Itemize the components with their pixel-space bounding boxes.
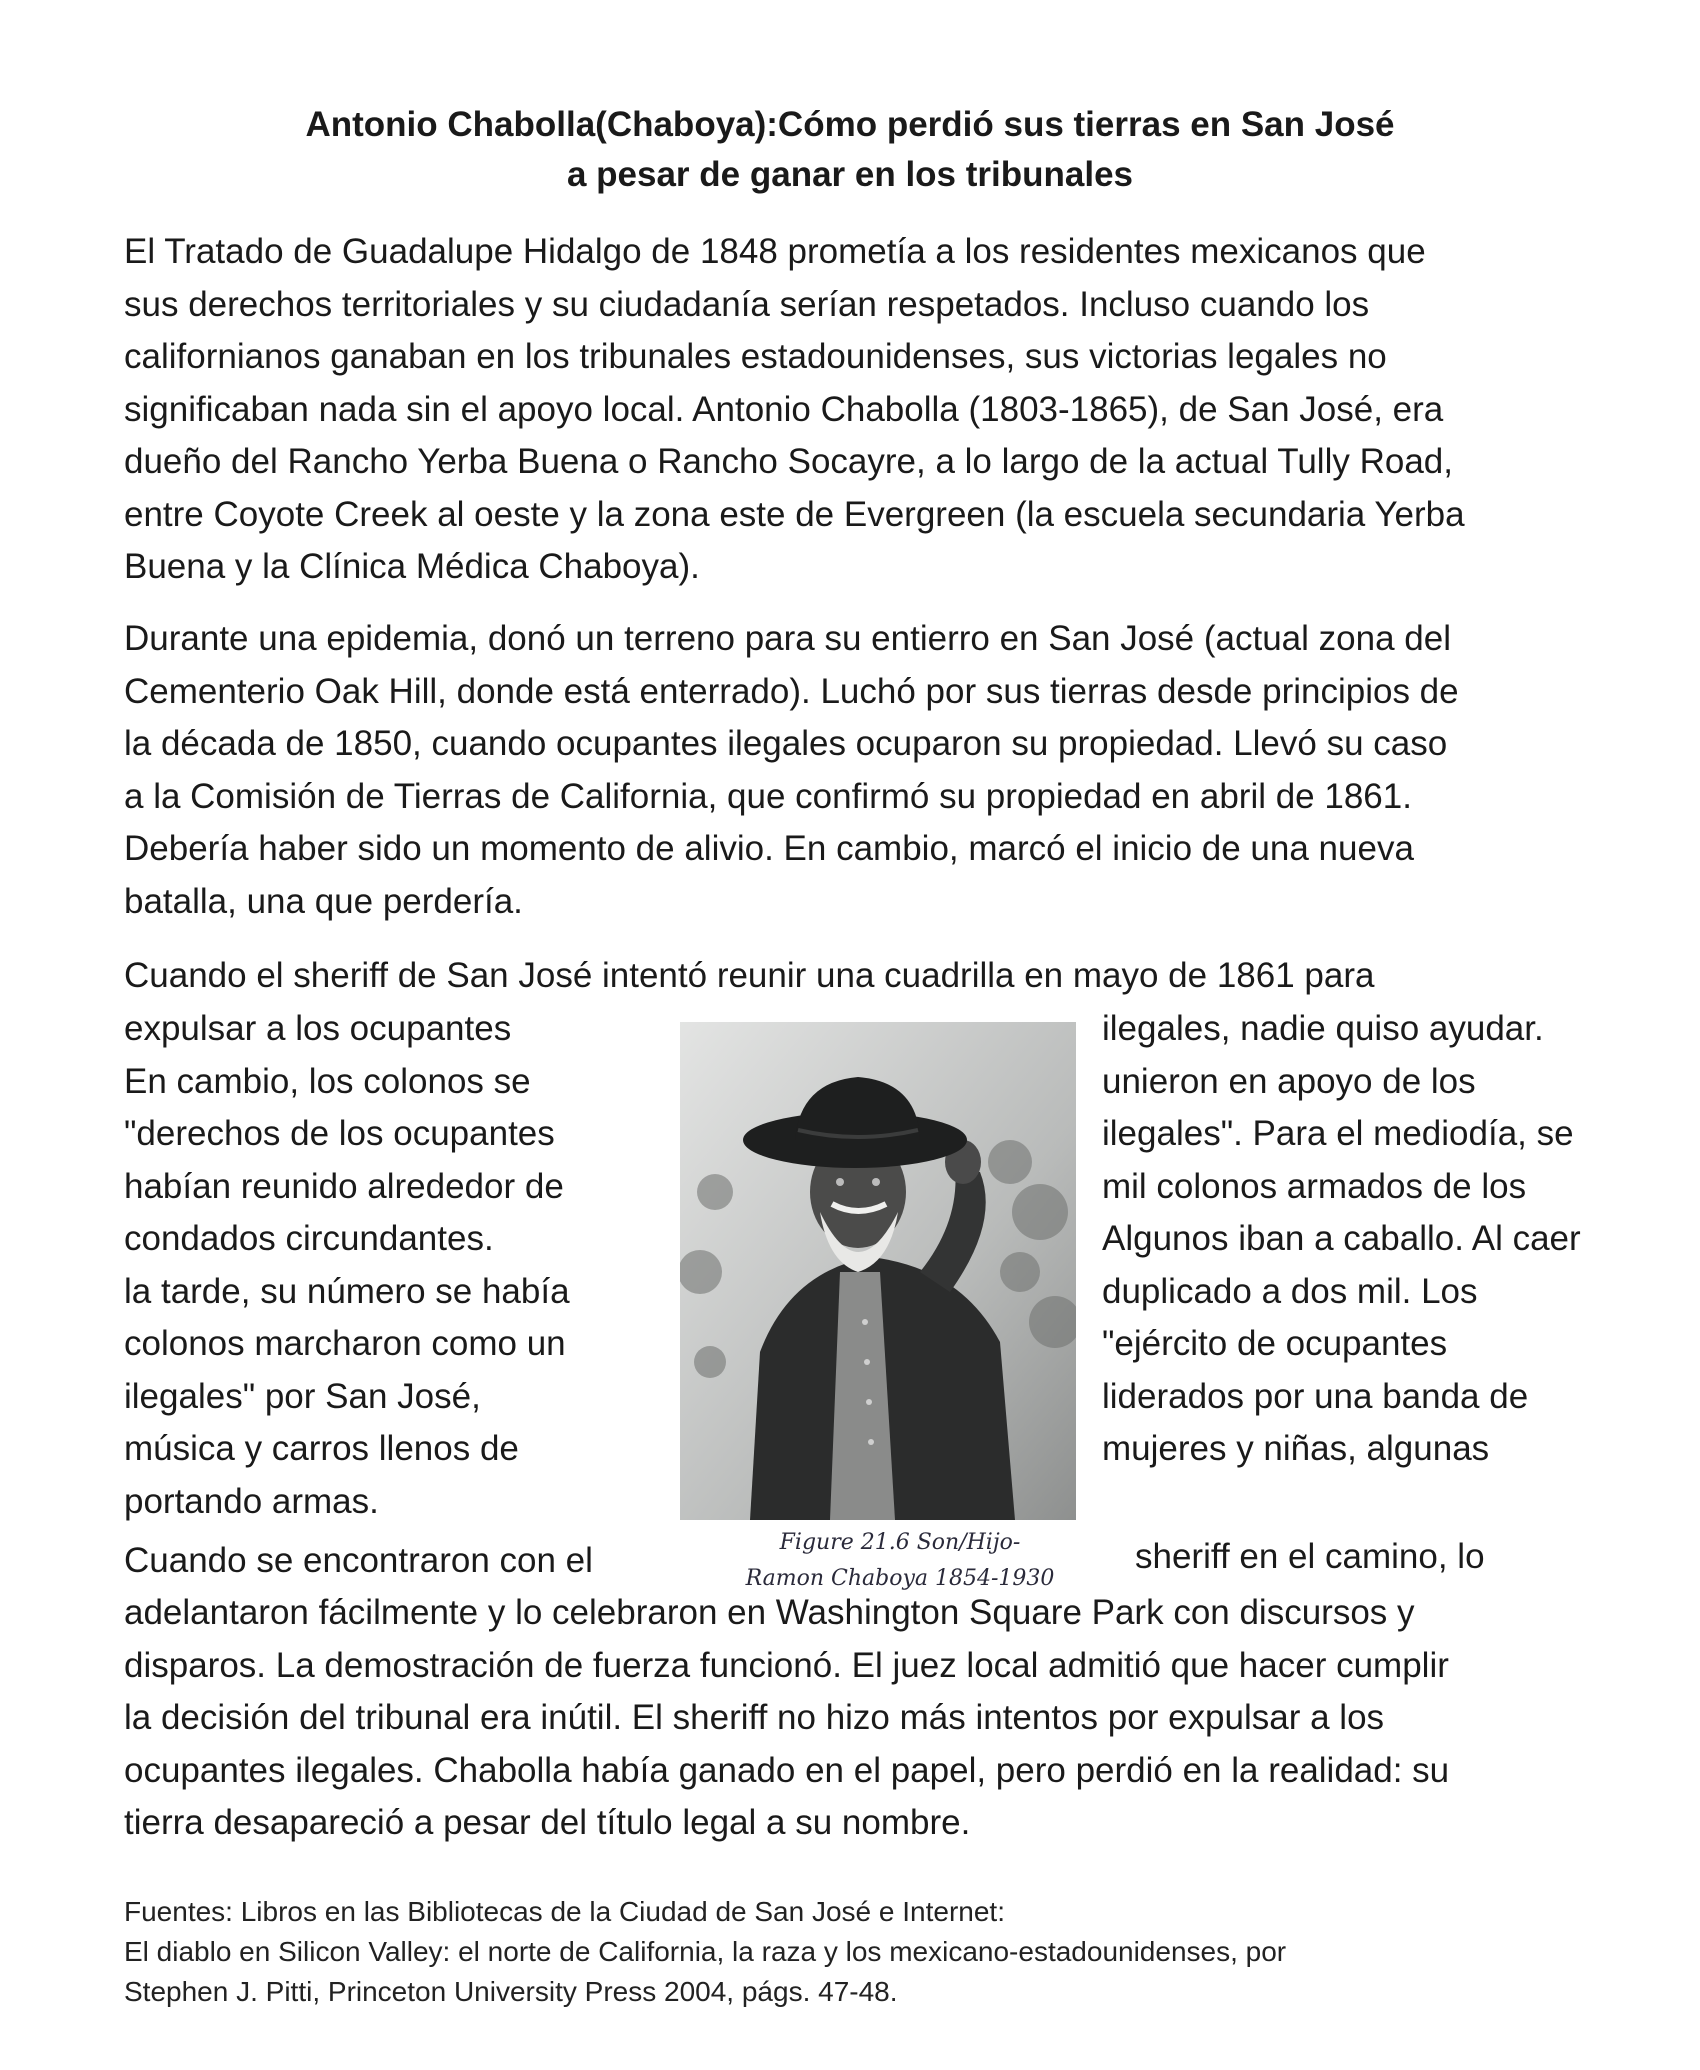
- text-line: ocupantes ilegales. Chabolla había ganado en el papel, pero perdió en la realidad: su: [124, 1750, 1450, 1790]
- text-line: El Tratado de Guadalupe Hidalgo de 1848 prometía a los residentes mexicanos que: [124, 232, 1426, 271]
- text-line: Algunos iban a caballo. Al caer: [1102, 1219, 1581, 1258]
- sources-line: Fuentes: Libros en las Bibliotecas de la Ciudad de San José e Internet:: [124, 1896, 1005, 1927]
- text-line: mujeres y niñas, algunas: [1102, 1429, 1490, 1468]
- text-line: "derechos de los ocupantes: [124, 1114, 555, 1153]
- text-line: dueño del Rancho Yerba Buena o Rancho Socayre, a lo largo de la actual Tully Road,: [124, 442, 1453, 481]
- text-line: Cementerio Oak Hill, donde está enterrado). Luchó por sus tierras desde principios de: [124, 671, 1459, 711]
- text-line: colonos marcharon como un: [124, 1324, 566, 1363]
- paragraph-2: [124, 613, 1644, 928]
- text-line: Buena y la Clínica Médica Chaboya).: [124, 547, 700, 586]
- text-line: Debería haber sido un momento de alivio. En cambio, marcó el inicio de una nueva: [124, 829, 1414, 868]
- text-line: condados circundantes.: [124, 1219, 494, 1258]
- text-line: la decisión del tribunal era inútil. El sheriff no hizo más intentos por expulsar a los: [124, 1698, 1385, 1737]
- title-line-2: a pesar de ganar en los tribunales: [566, 155, 1134, 194]
- text-line: sheriff en el camino, lo: [1135, 1537, 1485, 1576]
- paragraph-4-first-right: [1135, 1531, 1485, 1584]
- text-line: ilegales, nadie quiso ayudar.: [1102, 1009, 1544, 1048]
- text-line: batalla, una que perdería.: [124, 881, 523, 921]
- text-line: tierra desapareció a pesar del título legal a su nombre.: [124, 1803, 971, 1842]
- text-line: entre Coyote Creek al oeste y la zona este de Evergreen (la escuela secundaria Yerba: [124, 494, 1465, 534]
- text-line: liderados por una banda de: [1102, 1376, 1529, 1416]
- text-line: la década de 1850, cuando ocupantes ilegales ocuparon su propiedad. Llevó su caso: [124, 724, 1448, 763]
- text-line: Cuando el sheriff de San José intentó reunir una cuadrilla en mayo de 1861 para: [124, 956, 1375, 995]
- text-line: habían reunido alrededor de: [124, 1166, 564, 1206]
- text-line: duplicado a dos mil. Los: [1102, 1271, 1478, 1311]
- text-line: mil colonos armados de los: [1102, 1166, 1527, 1206]
- text-line: unieron en apoyo de los: [1102, 1061, 1476, 1101]
- text-line: a la Comisión de Tierras de California, que confirmó su propiedad en abril de 1861.: [124, 776, 1412, 816]
- text-line: adelantaron fácilmente y lo celebraron en Washington Square Park con discursos y: [124, 1593, 1415, 1632]
- paragraph-3-intro: [124, 950, 1644, 1003]
- text-line: Cuando se encontraron con el: [124, 1541, 593, 1580]
- text-line: significaban nada sin el apoyo local. Antonio Chabolla (1803-1865), de San José, era: [124, 389, 1444, 429]
- text-line: ilegales". Para el mediodía, se: [1102, 1114, 1574, 1153]
- text-line: En cambio, los colonos se: [124, 1061, 531, 1101]
- caption-line-2: Ramon Chaboya 1854-1930: [745, 1566, 1055, 1591]
- paragraph-4-first-left: [124, 1535, 593, 1588]
- text-line: sus derechos territoriales y su ciudadanía serían respetados. Incluso cuando los: [124, 284, 1370, 324]
- paragraph-1: [124, 226, 1644, 594]
- portrait-photo: [680, 1022, 1076, 1520]
- paragraph-3-right-column: [1102, 1003, 1662, 1476]
- text-line: música y carros llenos de: [124, 1429, 519, 1468]
- text-line: expulsar a los ocupantes: [124, 1009, 512, 1048]
- text-line: Durante una epidemia, donó un terreno para su entierro en San José (actual zona del: [124, 619, 1451, 658]
- text-line: portando armas.: [124, 1481, 379, 1521]
- paragraph-3-left-column: [124, 1003, 654, 1528]
- paragraph-4: [124, 1587, 1644, 1850]
- text-line: "ejército de ocupantes: [1102, 1324, 1448, 1363]
- text-line: ilegales" por San José,: [124, 1376, 481, 1416]
- sources: [124, 1892, 1624, 2012]
- page-title: [0, 100, 1700, 200]
- portrait-illustration: [680, 1022, 1076, 1520]
- sources-line: El diablo en Silicon Valley: el norte de California, la raza y los mexicano-estadounidenses, por: [124, 1936, 1287, 1967]
- sources-line: Stephen J. Pitti, Princeton University Press 2004, págs. 47-48.: [124, 1976, 898, 2007]
- text-line: californianos ganaban en los tribunales estadounidenses, sus victorias legales no: [124, 337, 1387, 376]
- text-line: disparos. La demostración de fuerza funcionó. El juez local admitió que hacer cumplir: [124, 1645, 1449, 1685]
- text-line: la tarde, su número se había: [124, 1271, 570, 1311]
- caption-line-1: Figure 21.6 Son/Hijo-: [779, 1530, 1021, 1555]
- title-line-1: Antonio Chabolla(Chaboya):Cómo perdió sus tierras en San José: [305, 105, 1395, 144]
